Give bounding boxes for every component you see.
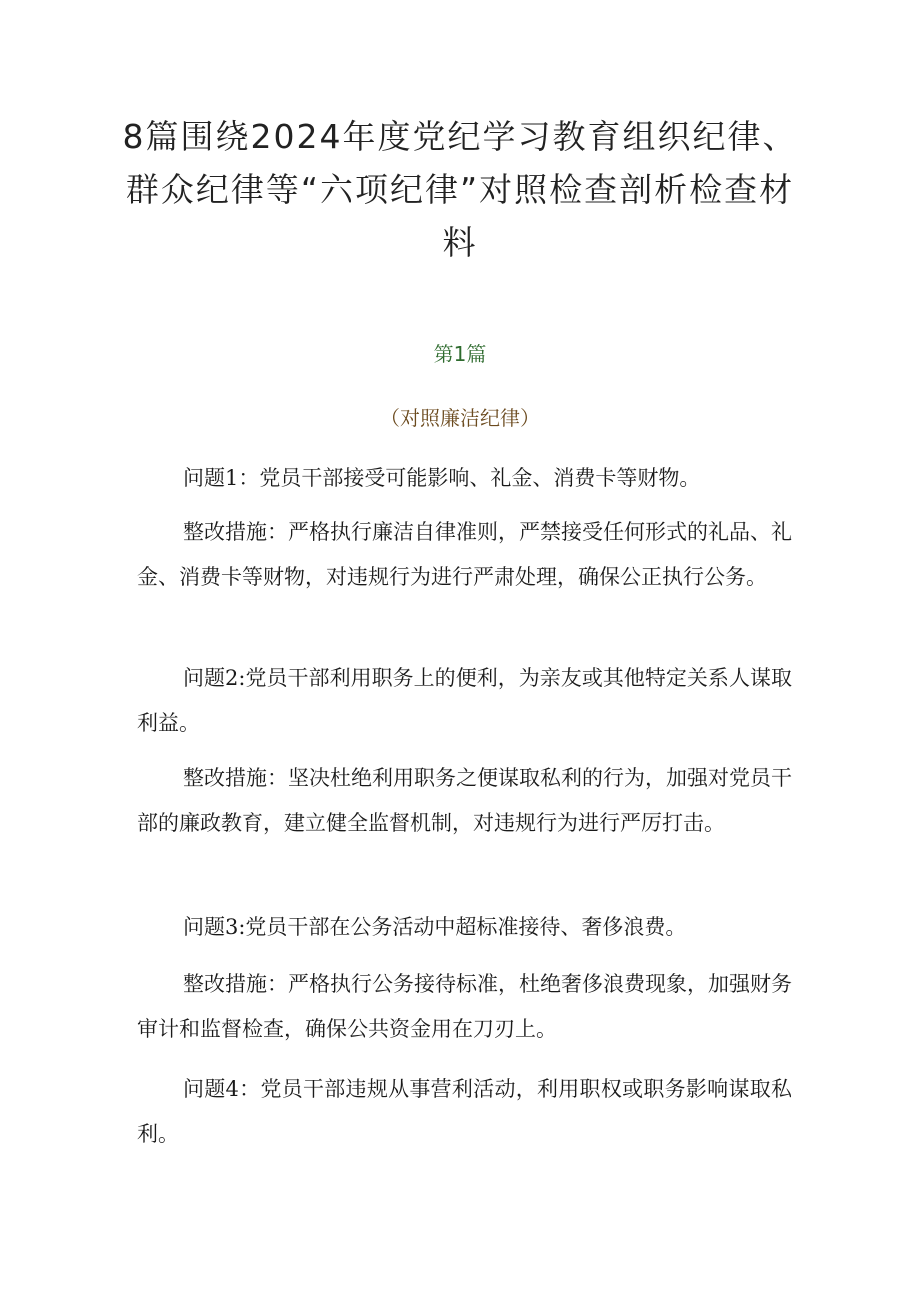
problem-2: 问题2:党员干部利用职务上的便利，为亲友或其他特定关系人谋取利益。: [137, 666, 792, 735]
section-label: 第1篇: [433, 342, 487, 366]
problem-1: 问题1：党员干部接受可能影响、礼金、消费卡等财物。: [183, 466, 701, 490]
document-title: 8篇围绕2024年度党纪学习教育组织纪律、群众纪律等“六项纪律”对照检查剖析检查材料: [122, 117, 798, 262]
problem-4: 问题4：党员干部违规从事营利活动，利用职权或职务影响谋取私利。: [137, 1077, 792, 1146]
subsection-label: （对照廉洁纪律）: [380, 406, 540, 430]
problem-3: 问题3:党员干部在公务活动中超标准接待、奢侈浪费。: [183, 915, 687, 939]
measure-3: 整改措施：严格执行公务接待标准，杜绝奢侈浪费现象，加强财务审计和监督检查，确保公共资金用在刀刃上。: [137, 972, 792, 1041]
measure-2: 整改措施：坚决杜绝利用职务之便谋取私利的行为，加强对党员干部的廉政教育，建立健全监督机制，对违规行为进行严厉打击。: [137, 766, 792, 835]
measure-1: 整改措施：严格执行廉洁自律准则，严禁接受任何形式的礼品、礼金、消费卡等财物，对违规行为进行严肃处理，确保公正执行公务。: [137, 520, 792, 589]
